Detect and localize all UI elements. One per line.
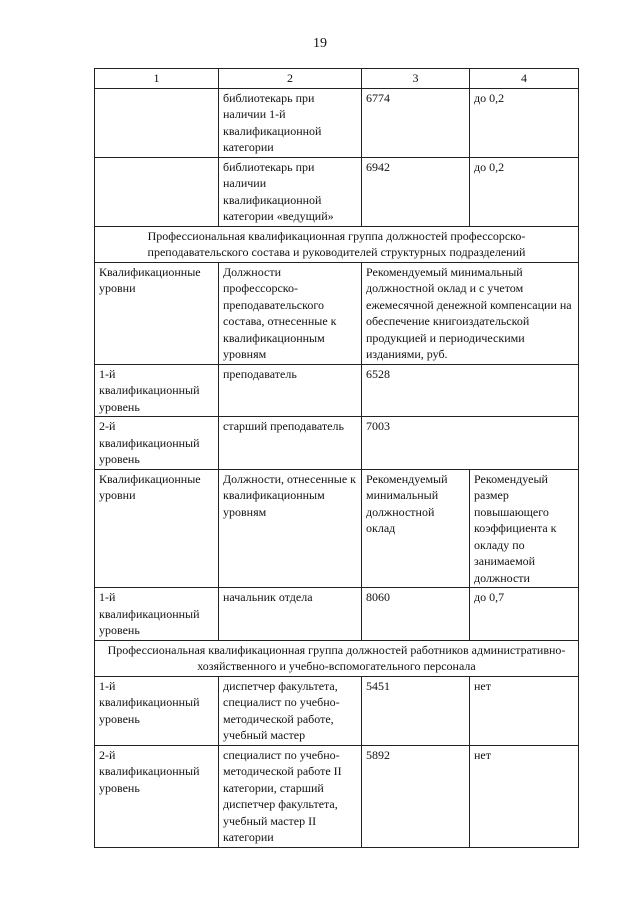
level-cell: 1-й квалификационный уровень <box>95 364 219 417</box>
level-cell: 2-й квалификационный уровень <box>95 417 219 470</box>
col-coef-label: Рекомендуеый размер повышающего коэффициента к окладу по занимаемой должности <box>470 469 579 588</box>
position-cell: библиотекарь при наличии 1-й квалификационной категории <box>219 88 362 157</box>
level-cell: 2-й квалификационный уровень <box>95 745 219 847</box>
group-subheader-row <box>95 262 579 364</box>
coef-cell: нет <box>470 745 579 847</box>
col-positions-label: Должности профессорско-преподавательского состава, отнесенные к квалификационным уровням <box>219 262 362 364</box>
level-cell: 1-й квалификационный уровень <box>95 676 219 745</box>
position-cell: диспетчер факультета, специалист по учебно-методической работе, учебный мастер <box>219 676 362 745</box>
group-title-row <box>95 640 579 676</box>
table-row <box>95 588 579 641</box>
page-number: 19 <box>313 36 327 51</box>
header-cell: 1 <box>95 69 219 89</box>
salary-cell: 8060 <box>362 588 470 641</box>
salary-cell: 7003 <box>362 417 579 470</box>
header-cell: 4 <box>470 69 579 89</box>
coef-cell: нет <box>470 676 579 745</box>
salary-cell: 6528 <box>362 364 579 417</box>
col-salary-label: Рекомендуемый минимальный должностной оклад и с учетом ежемесячной денежной компенсации на обеспечение книгоиздательской продукцией и периодическими изданиями, руб. <box>362 262 579 364</box>
qualification-table <box>94 68 579 848</box>
header-cell: 2 <box>219 69 362 89</box>
table-row <box>95 417 579 470</box>
col-salary-label: Рекомендуемый минимальный должностной оклад <box>362 469 470 588</box>
salary-cell: 5451 <box>362 676 470 745</box>
level-cell <box>95 157 219 226</box>
position-cell: специалист по учебно-методической работе II категории, старший диспетчер факультета, учебный мастер II категории <box>219 745 362 847</box>
table-row <box>95 745 579 847</box>
salary-cell: 5892 <box>362 745 470 847</box>
level-cell: 1-й квалификационный уровень <box>95 588 219 641</box>
position-cell: преподаватель <box>219 364 362 417</box>
col-levels-label: Квалификационные уровни <box>95 469 219 588</box>
coef-cell: до 0,2 <box>470 157 579 226</box>
col-positions-label: Должности, отнесенные к квалификационным уровням <box>219 469 362 588</box>
table-row <box>95 364 579 417</box>
table-header-row <box>95 69 579 89</box>
level-cell <box>95 88 219 157</box>
group-title-row <box>95 226 579 262</box>
coef-cell: до 0,2 <box>470 88 579 157</box>
salary-cell: 6774 <box>362 88 470 157</box>
group-title: Профессиональная квалификационная группа должностей работников административно-хозяйственного и учебно-вспомогательного персонала <box>95 640 579 676</box>
col-levels-label: Квалификационные уровни <box>95 262 219 364</box>
header-cell: 3 <box>362 69 470 89</box>
position-cell: старший преподаватель <box>219 417 362 470</box>
coef-cell: до 0,7 <box>470 588 579 641</box>
position-cell: начальник отдела <box>219 588 362 641</box>
position-cell: библиотекарь при наличии квалификационной категории «ведущий» <box>219 157 362 226</box>
group-title: Профессиональная квалификационная группа должностей профессорско-преподавательского состава и руководителей структурных подразделений <box>95 226 579 262</box>
table-row <box>95 676 579 745</box>
salary-cell: 6942 <box>362 157 470 226</box>
table-row <box>95 157 579 226</box>
table-row <box>95 88 579 157</box>
group-subheader-row <box>95 469 579 588</box>
